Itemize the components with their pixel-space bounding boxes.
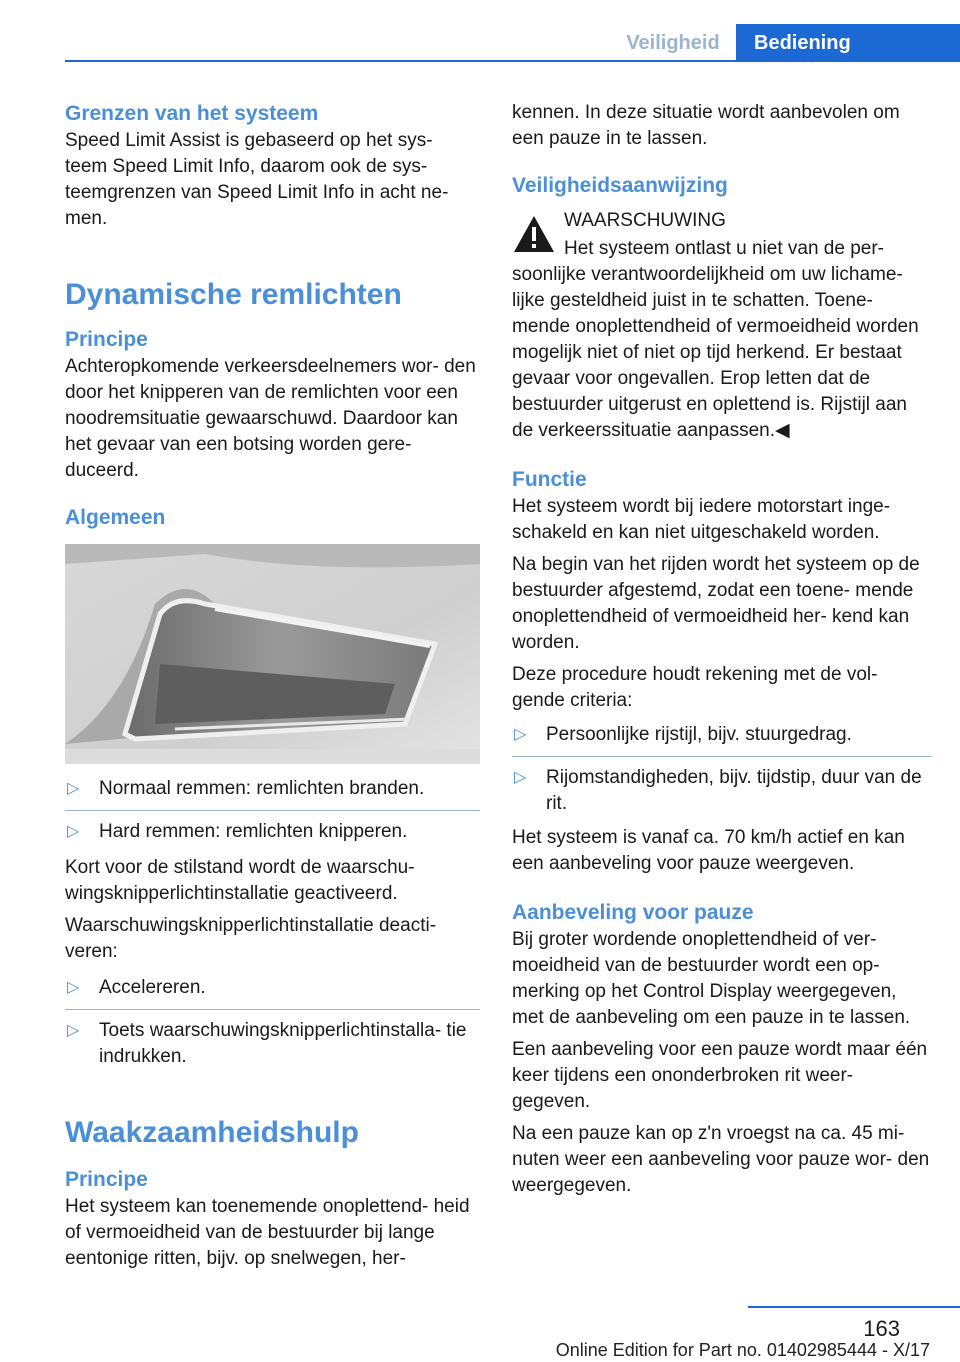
paragraph-aanbeveling-3: Na een pauze kan op z'n vroegst na ca. 45 mi‐ nuten weer een aanbeveling voor pauze wor‐ den weergegeven. xyxy=(512,1123,930,1196)
warning-title: WAARSCHUWING xyxy=(564,210,726,231)
heading-aanbeveling: Aanbeveling voor pauze xyxy=(512,901,754,924)
left-column xyxy=(65,100,480,1272)
warning-box xyxy=(512,208,932,444)
paragraph-principe-2: Het systeem kan toenemende onoplettend‐ heid of vermoeidheid van de bestuurder bij lange eentonige ritten, bijv. op snelwegen, her‐ xyxy=(65,1196,470,1269)
heading-principe-2: Principe xyxy=(65,1168,148,1191)
warning-text: Het systeem ontlast u niet van de per‐ soonlijke verantwoordelijkheid om uw lichame‐ lijke gesteldheid juist in te schatten. Toene‐ mende onoplettendheid of vermoeidheid worden mogelijk niet of niet op tijd herkend. Er bestaat gevaar voor ongevallen. Erop letten dat de bestuurder uitgerust en oplettend is. Rijstijl aan de verkeerssituatie aanpassen.◀ xyxy=(512,238,919,441)
tab-bediening[interactable]: Bediening xyxy=(736,24,960,62)
paragraph-functie-4: Het systeem is vanaf ca. 70 km/h actief en kan een aanbeveling voor pauze weergeven. xyxy=(512,827,905,874)
triangle-bullet-icon: ▷ xyxy=(514,769,527,786)
list-item: ▷ Normaal remmen: remlichten branden. xyxy=(65,776,480,802)
warning-triangle-icon xyxy=(512,214,556,254)
tab-veiligheid[interactable]: Veiligheid xyxy=(626,31,720,54)
list-item: ▷ Toets waarschuwingsknipperlichtinstalla‐ tie indrukken. xyxy=(67,1020,467,1067)
heading-algemeen: Algemeen xyxy=(65,506,166,529)
paragraph-grenzen: Speed Limit Assist is gebaseerd op het sys‐ teem Speed Limit Info, daarom ook de sys‐ teemgrenzen van Speed Limit Info in acht ne‐ men. xyxy=(65,130,449,229)
edition-note: Online Edition for Part no. 01402985444 - X/17 xyxy=(555,1340,930,1360)
paragraph-functie-3: Deze procedure houdt rekening met de vol‐ gende criteria: xyxy=(512,664,878,711)
paragraph-continued: kennen. In deze situatie wordt aanbevolen om een pauze in te lassen. xyxy=(512,102,900,149)
right-column xyxy=(512,100,932,1199)
footer-rule xyxy=(748,1306,960,1308)
list-item: ▷ Accelereren. xyxy=(65,975,480,1001)
paragraph-functie-2: Na begin van het rijden wordt het systeem op de bestuurder afgestemd, zodat een toene‐ mende onoplettendheid of vermoeidheid her‐ kend kan worden. xyxy=(512,554,920,653)
list-criteria xyxy=(512,722,932,817)
triangle-bullet-icon: ▷ xyxy=(514,726,527,743)
list-remmen xyxy=(65,776,480,845)
paragraph-aanbeveling-2: Een aanbeveling voor een pauze wordt maar één keer tijdens een ononderbroken rit weer‐ gegeven. xyxy=(512,1039,928,1112)
triangle-bullet-icon: ▷ xyxy=(67,1022,80,1039)
divider xyxy=(65,810,480,811)
triangle-bullet-icon: ▷ xyxy=(67,780,80,797)
heading-principe: Principe xyxy=(65,328,148,351)
list-item: ▷ Rijomstandigheden, bijv. tijdstip, duur van de rit. xyxy=(514,767,922,814)
triangle-bullet-icon: ▷ xyxy=(67,823,80,840)
paragraph-deactiveren: Waarschuwingsknipperlichtinstallatie deacti‐ veren: xyxy=(65,915,437,962)
header-rule xyxy=(65,60,960,62)
heading-waakzaamheidshulp: Waakzaamheidshulp xyxy=(65,1116,359,1149)
paragraph-functie-1: Het systeem wordt bij iedere motorstart inge‐ schakeld en kan niet uitgeschakeld worden. xyxy=(512,496,891,543)
heading-dynamische-remlichten: Dynamische remlichten xyxy=(65,278,402,311)
divider xyxy=(512,756,932,757)
list-item: ▷ Persoonlijke rijstijl, bijv. stuurgedrag. xyxy=(512,722,932,748)
list-deactiveren xyxy=(65,975,480,1070)
paragraph-kort: Kort voor de stilstand wordt de waarschu‐ wingsknipperlichtinstallatie geactiveerd. xyxy=(65,857,415,904)
paragraph-aanbeveling-1: Bij groter wordende onoplettendheid of ver‐ moeidheid van de bestuurder wordt een op‐ merking op het Control Display weergegeven, met de aanbeveling om een pauze in te lassen. xyxy=(512,929,911,1028)
taillight-photo xyxy=(65,544,480,764)
heading-functie: Functie xyxy=(512,468,587,491)
list-item: ▷ Hard remmen: remlichten knipperen. xyxy=(65,819,480,845)
divider xyxy=(65,1009,480,1010)
heading-grenzen: Grenzen van het systeem xyxy=(65,102,319,125)
triangle-bullet-icon: ▷ xyxy=(67,979,80,996)
heading-veiligheidsaanwijzing: Veiligheidsaanwijzing xyxy=(512,174,728,197)
page-number: 163 xyxy=(863,1316,900,1341)
paragraph-principe: Achteropkomende verkeersdeelnemers wor‐ den door het knipperen van de remlichten voor een noodremsituatie gewaarschuwd. Daardoor kan het gevaar van een botsing worden gere‐ duceerd. xyxy=(65,356,476,481)
